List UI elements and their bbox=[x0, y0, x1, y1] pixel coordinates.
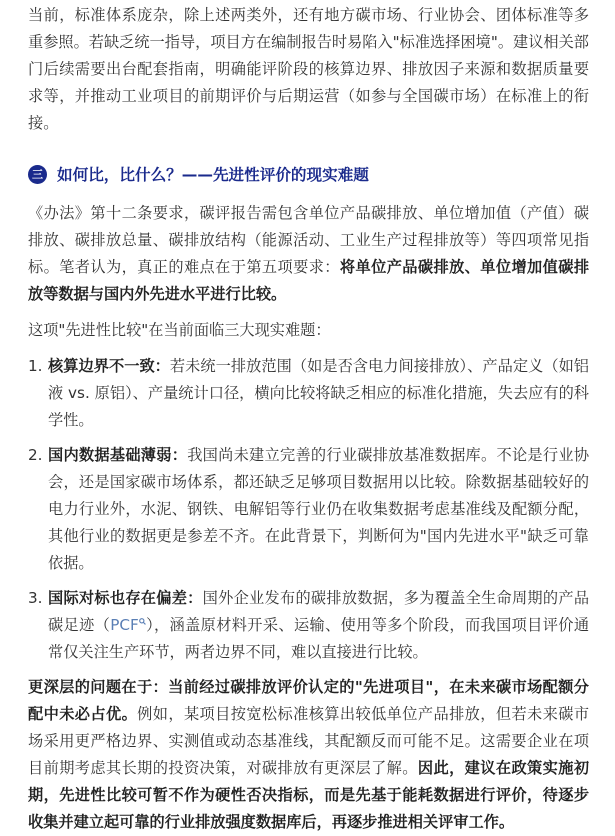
list-item-number: 3. bbox=[28, 589, 43, 607]
conclusion-emphasis-2: 因此，建议在政策实施初期，先进性比较可暂不作为硬性否决指标，而是先基于能耗数据进行评价，待逐步收集并建立起可靠的行业排放强度数据库后，再逐步推进相关评审工作。 bbox=[28, 759, 590, 831]
intro-paragraph: 当前，标准体系庞杂，除上述两类外，还有地方碳市场、行业协会、团体标准等多重参照。若缺乏统一指导，项目方在编制报告时易陷入"标准选择困境"。建议相关部门后续需要出台配套指南，明确能评阶段的核算边界、排放因子来源和数据质量要求等，并推动工业项目的前期评价与后期运营（如参与全国碳市场）在标准上的衔接。 bbox=[28, 6, 589, 132]
list-item-text-before: 国外企业发布的碳排放数据，多为覆盖全生命周期的产品碳足迹（ bbox=[48, 589, 590, 634]
list-item-text: 我国尚未建立完善的行业碳排放基准数据库。不论是行业协会，还是国家碳市场体系，都还缺乏足够项目数据用以比较。除数据基础较好的电力行业外，水泥、钢铁、电解铝等行业仍在收集数据考虑基准线及配额分配，其他行业的数据更是参差不齐。在此背景下，判断何为"国内先进水平"缺乏可靠依据。 bbox=[48, 446, 590, 572]
list-item bbox=[28, 442, 589, 577]
list-item-title: 国际对标也存在偏差： bbox=[48, 589, 203, 607]
challenges-intro-paragraph: 这项"先进性比较"在当前面临三大现实难题： bbox=[28, 321, 331, 339]
requirements-text: 《办法》第十二条要求，碳评报告需包含单位产品碳排放、单位增加值（产值）碳排放、碳排放总量、碳排放结构（能源活动、工业生产过程排放等）等四项常见指标。笔者认为，真正的难点在于第五项要求： bbox=[28, 204, 589, 276]
section-title: 如何比，比什么？——先进性评价的现实难题 bbox=[57, 166, 369, 184]
list-item-title: 核算边界不一致： bbox=[48, 357, 170, 375]
list-item-number: 1. bbox=[28, 357, 43, 375]
requirements-paragraph bbox=[28, 200, 589, 308]
pcf-link[interactable] bbox=[110, 616, 146, 634]
conclusion-text: 例如，某项目按宽松标准核算出较低单位产品排放，但若未来碳市场采用更严格边界、实测值或动态基准线，其配额反而可能不足。这需要企业在项目前期考虑其长期的投资决策，对碳排放有更深层了解。 bbox=[28, 705, 590, 777]
list-item bbox=[28, 585, 589, 666]
requirements-emphasis: 将单位产品碳排放、单位增加值碳排放等数据与国内外先进水平进行比较。 bbox=[28, 258, 590, 303]
section-heading bbox=[28, 160, 589, 188]
conclusion-paragraph bbox=[28, 674, 589, 836]
list-item-body bbox=[48, 353, 589, 434]
list-item-text-after: ），涵盖原材料开采、运输、使用等多个阶段，而我国项目评价通常仅关注生产环节，两者边界不同，难以直接进行比较。 bbox=[48, 616, 590, 661]
list-item-text: 若未统一排放范围（如是否含电力间接排放）、产品定义（如铝液 vs. 原铝）、产量统计口径，横向比较将缺乏相应的标准化措施，失去应有的科学性。 bbox=[48, 357, 589, 429]
list-item bbox=[28, 353, 589, 434]
challenges-list bbox=[28, 353, 589, 666]
list-item-body bbox=[48, 585, 589, 666]
conclusion-emphasis-1: 更深层的问题在于：当前经过碳排放评价认定的"先进项目"，在未来碳市场配额分配中未必占优。 bbox=[28, 678, 589, 723]
section-number-badge: 三 bbox=[28, 165, 47, 184]
search-icon[interactable] bbox=[139, 618, 146, 628]
pcf-link-label[interactable]: PCF bbox=[110, 616, 139, 634]
list-item-body bbox=[48, 442, 589, 577]
list-item-title: 国内数据基础薄弱： bbox=[48, 446, 188, 464]
list-item-number: 2. bbox=[28, 446, 43, 464]
